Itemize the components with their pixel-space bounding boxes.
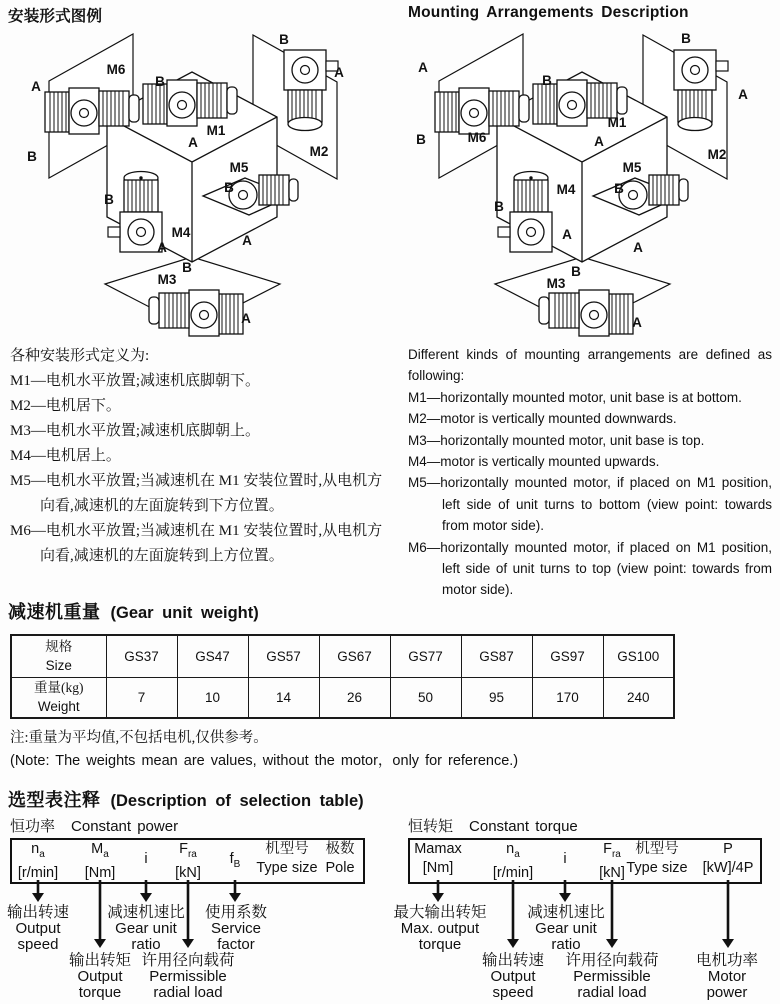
selection-heading-cn: 选型表注释: [8, 790, 101, 810]
constant-power-caption: [10, 815, 178, 836]
weight-cell: 14: [248, 677, 319, 718]
definitions-en: [408, 344, 772, 601]
label-b: B: [416, 132, 426, 147]
constant-torque-en: Constant torque: [469, 818, 578, 835]
size-cell: GS37: [106, 635, 177, 677]
size-cell: GS57: [248, 635, 319, 677]
callout-radial-load: 许用径向载荷 Permissible radial load: [565, 952, 659, 1001]
col-ma: $M_a$ [Nm]: [84, 841, 116, 881]
label-m3: M3: [157, 272, 177, 287]
size-row-header: [11, 635, 106, 677]
callout-max-output-torque: 最大输出转矩 Max. output torque: [393, 904, 487, 953]
definition-item-cn: M3—电机水平放置;减速机底脚朝上。: [10, 423, 261, 439]
definition-item-en: M5—horizontally mounted motor, if placed on M1 position, left side of unit turns to bottom (view point: towards from motor side).: [408, 475, 772, 534]
label-b: B: [27, 149, 37, 164]
definition-item-cn: M5—电机水平放置;当减速机在 M1 安装位置时,从电机方向看,减速机的左面旋转到下方位置。: [10, 473, 383, 514]
definition-item-en: M3—horizontally mounted motor, unit base is top.: [408, 432, 705, 448]
label-m5: M5: [622, 160, 642, 175]
weight-section-heading: [8, 598, 259, 624]
mounting-diagram-left: [27, 32, 344, 336]
col-pole: 极数 Pole: [325, 841, 355, 876]
callout-output-torque: 输出转矩 Output torque: [68, 952, 132, 1001]
label-m2: M2: [707, 147, 727, 162]
col-fra: $F_{ra}$ [kN]: [175, 841, 201, 881]
definition-item-en: M2—motor is vertically mounted downwards.: [408, 411, 677, 427]
label-m5: M5: [229, 160, 249, 175]
label-a: A: [633, 240, 643, 255]
callout-gear-ratio: 减速机速比 Gear unit ratio: [527, 904, 605, 953]
definition-item-en: M6—horizontally mounted motor, if placed on M1 position, left side of unit turns to top (view point: towards from motor side).: [408, 539, 772, 598]
callout-radial-load: 许用径向载荷 Permissible radial load: [141, 952, 235, 1001]
label-m3: M3: [546, 276, 566, 291]
constant-power-en: Constant power: [71, 818, 179, 835]
label-b: B: [104, 192, 114, 207]
label-a: A: [594, 134, 604, 149]
label-b: B: [494, 199, 504, 214]
size-cell: GS67: [319, 635, 390, 677]
col-fb: $f_B$: [229, 851, 241, 870]
table-row-weights: [11, 677, 674, 718]
label-a: A: [562, 227, 572, 242]
label-m4: M4: [556, 182, 576, 197]
col-i: i: [563, 851, 567, 867]
weight-cell: 95: [461, 677, 532, 718]
callout-output-speed: 输出转速 Output speed: [481, 952, 545, 1001]
callout-motor-power: 电机功率 Motor power: [695, 952, 759, 1001]
size-cell: GS77: [390, 635, 461, 677]
definition-item-cn: M4—电机居上。: [10, 448, 121, 464]
label-b: B: [681, 31, 691, 46]
size-cell: GS87: [461, 635, 532, 677]
label-b: B: [224, 180, 234, 195]
label-a: A: [31, 79, 41, 94]
weight-cell: 50: [390, 677, 461, 718]
label-a: A: [738, 87, 748, 102]
constant-power-cn: 恒功率: [10, 819, 56, 835]
callout-output-speed: 输出转速 Output speed: [6, 904, 70, 953]
col-p: P [kW]/4P: [702, 841, 754, 876]
definitions-cn: [10, 344, 384, 569]
label-b: B: [182, 260, 192, 275]
definition-item-en: M4—motor is vertically mounted upwards.: [408, 454, 660, 470]
definition-item-cn: M2—电机居下。: [10, 398, 121, 414]
col-i: i: [144, 851, 148, 867]
col-type: 机型号 Type size: [256, 841, 318, 876]
label-m1: M1: [607, 115, 627, 130]
label-b: B: [571, 264, 581, 279]
col-na: $n_a$ [r/min]: [492, 841, 534, 881]
weight-header-en: Weight: [37, 699, 80, 715]
weight-note-en: (Note: The weights mean are values, without the motor，only for reference.): [10, 753, 519, 769]
gear-weight-table: [10, 634, 675, 719]
weight-heading-en: (Gear unit weight): [110, 604, 259, 622]
label-m2: M2: [309, 144, 329, 159]
col-na: $n_a$ [r/min]: [17, 841, 59, 881]
definition-item-cn: M6—电机水平放置;当减速机在 M1 安装位置时,从电机方向看,减速机的左面旋转到上方位置。: [10, 523, 383, 564]
size-cell: GS100: [603, 635, 674, 677]
weight-row-header: [11, 677, 106, 718]
col-mamax: Mamax [Nm]: [414, 841, 462, 876]
col-type: 机型号 Type size: [626, 841, 688, 876]
label-b: B: [279, 32, 289, 47]
size-cell: GS47: [177, 635, 248, 677]
weight-note-cn: 注:重量为平均值,不包括电机,仅供参考。: [10, 730, 268, 746]
label-b: B: [542, 73, 552, 88]
size-header-cn: 规格: [45, 639, 73, 655]
size-header-en: Size: [45, 658, 72, 674]
label-a: A: [157, 240, 167, 255]
weight-header-cn: 重量(kg): [34, 680, 84, 696]
callout-gear-ratio: 减速机速比 Gear unit ratio: [107, 904, 185, 953]
col-fra: $F_{ra}$ [kN]: [599, 841, 625, 881]
mounting-diagram-right: [416, 31, 748, 336]
definitions-en-intro: Different kinds of mounting arrangements are defined as following:: [408, 347, 772, 384]
page-title-en: Mounting Arrangements Description: [408, 4, 689, 21]
label-a: A: [632, 315, 642, 330]
size-cell: GS97: [532, 635, 603, 677]
label-a: A: [334, 65, 344, 80]
label-b: B: [155, 74, 165, 89]
label-a: A: [241, 311, 251, 326]
label-a: A: [418, 60, 428, 75]
definition-item-en: M1—horizontally mounted motor, unit base is at bottom.: [408, 389, 742, 405]
weight-cell: 10: [177, 677, 248, 718]
page-title-cn: 安装形式图例: [8, 8, 103, 25]
label-a: A: [188, 135, 198, 150]
weight-cell: 7: [106, 677, 177, 718]
label-m1: M1: [206, 123, 226, 138]
definition-item-cn: M1—电机水平放置;减速机底脚朝下。: [10, 373, 261, 389]
weight-cell: 170: [532, 677, 603, 718]
definitions-cn-intro: 各种安装形式定义为:: [10, 348, 150, 364]
callout-service-factor: 使用系数 Service factor: [204, 904, 268, 953]
label-m4: M4: [171, 225, 191, 240]
table-row-sizes: [11, 635, 674, 677]
constant-torque-cn: 恒转矩: [408, 819, 454, 835]
label-b: B: [614, 181, 624, 196]
weight-cell: 26: [319, 677, 390, 718]
weight-heading-cn: 减速机重量: [8, 602, 101, 622]
label-m6: M6: [467, 130, 487, 145]
mounting-diagrams: [0, 22, 780, 342]
selection-heading-en: (Description of selection table): [110, 792, 364, 810]
constant-torque-caption: [408, 815, 578, 836]
label-m6: M6: [106, 62, 126, 77]
weight-cell: 240: [603, 677, 674, 718]
label-a: A: [242, 233, 252, 248]
selection-section-heading: [8, 786, 364, 812]
